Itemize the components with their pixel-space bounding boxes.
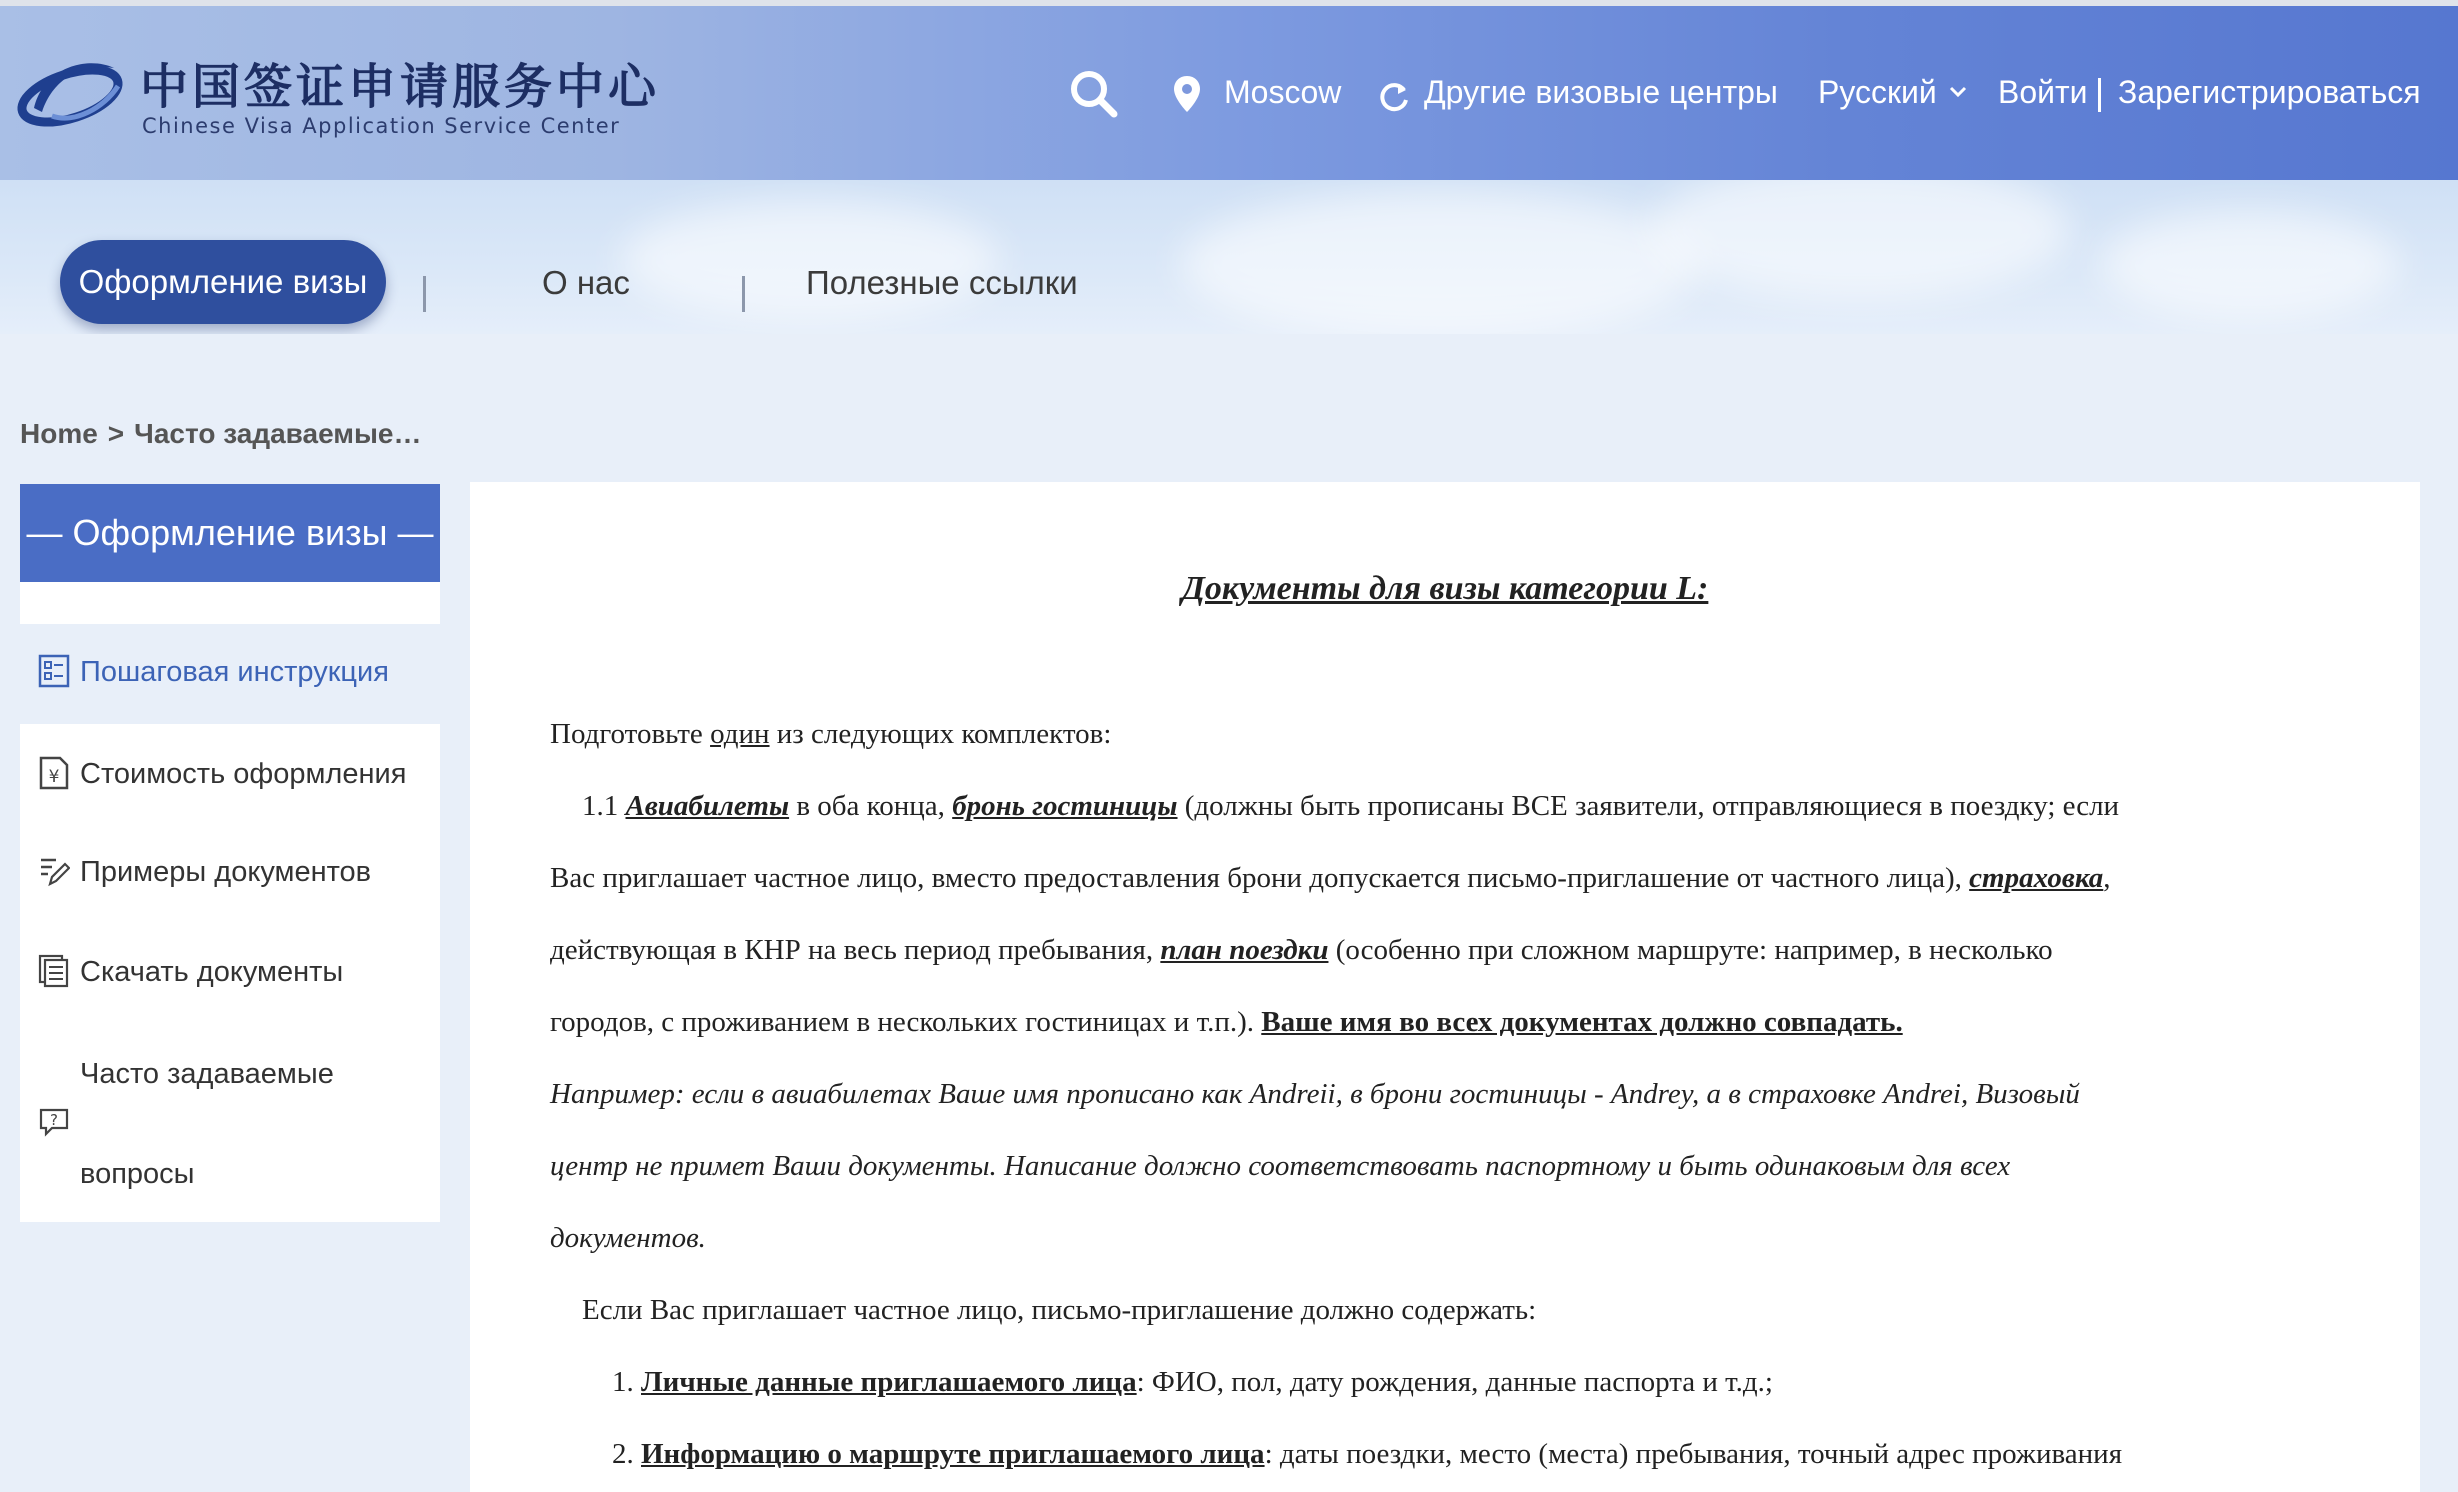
breadcrumb-home[interactable]: Home — [20, 418, 98, 449]
highlight-tickets: Авиабилеты — [625, 790, 790, 822]
example-line: Например: если в авиабилетах Ваше имя прописано как Andreii, в брони гостиницы - Andrey, а в страховке Andrei, Визовый — [550, 1078, 2080, 1110]
highlight-personal-data: Личные данные приглашаемого лица — [641, 1366, 1137, 1398]
sidebar-item-downloads[interactable] — [20, 922, 440, 1022]
example-line: центр не примет Ваши документы. Написание должно соответствовать паспортному и быть одинаковым для всех — [550, 1150, 2011, 1182]
register-link[interactable]: Зарегистрироваться — [2118, 74, 2421, 110]
text: городов, с проживанием в нескольких гостиницах и т.п.). — [550, 1006, 1262, 1038]
nav-divider — [742, 276, 745, 312]
logo-chinese-text: 中国签证申请服务中心 — [140, 59, 661, 115]
paragraph-line — [582, 790, 2119, 823]
location-pin-icon — [1172, 74, 1202, 114]
text-underlined: один — [710, 718, 770, 750]
list-item — [612, 1366, 1773, 1399]
text: в оба конца, — [789, 790, 953, 822]
logo-english-text: Chinese Visa Application Service Center — [142, 114, 621, 138]
chevron-down-icon[interactable] — [1948, 84, 1968, 100]
highlight-insurance: страховка — [1969, 862, 2104, 894]
sidebar-item-label: Примеры документов — [80, 856, 372, 888]
cloud-decoration — [1650, 180, 2070, 300]
highlight-route-info: Информацию о маршруте приглашаемого лица — [641, 1438, 1265, 1470]
edit-document-icon — [38, 854, 70, 888]
text: действующая в КНР на весь период пребывания, — [550, 934, 1161, 966]
other-visa-centers-link[interactable]: Другие визовые центры — [1424, 74, 1778, 110]
sidebar-list — [20, 724, 440, 1222]
search-icon[interactable] — [1068, 68, 1118, 118]
cloud-decoration — [620, 200, 1000, 320]
private-invite-line: Если Вас приглашает частное лицо, письмо-приглашение должно содержать: — [582, 1294, 1537, 1326]
highlight-name-match: Ваше имя во всех документах должно совпадать. — [1261, 1006, 1903, 1038]
cloud-decoration — [2100, 210, 2400, 320]
paragraph-line — [550, 1006, 1903, 1039]
example-line: документов. — [550, 1222, 706, 1254]
breadcrumb — [20, 418, 421, 450]
svg-text:?: ? — [50, 1111, 58, 1129]
breadcrumb-separator: > — [107, 418, 125, 449]
main-content — [470, 482, 2420, 1492]
highlight-travel-plan: план поездки — [1160, 934, 1329, 966]
sidebar-item-label: Стоимость оформления — [80, 758, 407, 790]
page-title: Документы для визы категории L: — [1181, 570, 1709, 607]
download-documents-icon — [38, 954, 70, 988]
list-item — [612, 1438, 2122, 1471]
list-number: 1. — [612, 1366, 641, 1398]
sidebar-item-step-by-step[interactable] — [20, 624, 440, 720]
price-document-icon — [38, 756, 70, 790]
sidebar-item-cost[interactable] — [20, 724, 440, 822]
sidebar-item-faq[interactable] — [20, 1022, 440, 1222]
list-number: 1.1 — [582, 790, 626, 822]
list-number: 2. — [612, 1438, 641, 1470]
language-selector[interactable]: Русский — [1818, 74, 1937, 110]
text: , — [2103, 862, 2111, 894]
paragraph-line — [550, 862, 2111, 895]
text: : ФИО, пол, дату рождения, данные паспорта и т.д.; — [1136, 1366, 1773, 1398]
nav-about[interactable]: О нас — [542, 264, 630, 301]
refresh-icon — [1376, 80, 1410, 114]
text: Подготовьте — [550, 718, 711, 750]
sidebar-item-label: Часто задаваемые — [80, 1058, 334, 1090]
nav-useful-links[interactable]: Полезные ссылки — [806, 264, 1078, 301]
sidebar-item-label: Пошаговая инструкция — [80, 656, 389, 688]
sidebar-item-examples[interactable] — [20, 822, 440, 922]
login-link[interactable]: Войти — [1998, 74, 2088, 110]
paragraph-line — [550, 934, 2053, 967]
text: : даты поездки, место (места) пребывания, точный адрес проживания — [1264, 1438, 2123, 1470]
nav-divider — [423, 276, 426, 312]
logo-swoosh-icon — [14, 46, 126, 142]
nav-visa-application[interactable]: Оформление визы — [60, 240, 386, 324]
breadcrumb-current: Часто задаваемые… — [134, 418, 422, 449]
header-separator — [2098, 78, 2101, 112]
svg-text:¥: ¥ — [48, 767, 60, 787]
main-navigation — [0, 180, 2458, 334]
site-header — [0, 6, 2458, 180]
text: (особенно при сложном маршруте: например, в несколько — [1328, 934, 2053, 966]
city-selector[interactable]: Moscow — [1224, 74, 1342, 110]
cloud-decoration — [1180, 190, 1700, 334]
sidebar-item-label: Скачать документы — [80, 956, 344, 988]
highlight-hotel: бронь гостиницы — [952, 790, 1178, 822]
text: Вас приглашает частное лицо, вместо предоставления брони допускается письмо-приглашение от частного лица), — [550, 862, 1970, 894]
checklist-icon — [38, 654, 70, 688]
site-logo[interactable] — [14, 46, 661, 146]
sidebar-item-label-continued: вопросы — [80, 1158, 195, 1190]
sidebar-title: — Оформление визы — — [20, 484, 440, 582]
faq-icon — [38, 1106, 70, 1140]
intro-line — [550, 718, 1111, 751]
text: из следующих комплектов: — [769, 718, 1112, 750]
text: (должны быть прописаны ВСЕ заявители, отправляющиеся в поездку; если — [1177, 790, 2120, 822]
sidebar-spacer — [20, 582, 440, 624]
